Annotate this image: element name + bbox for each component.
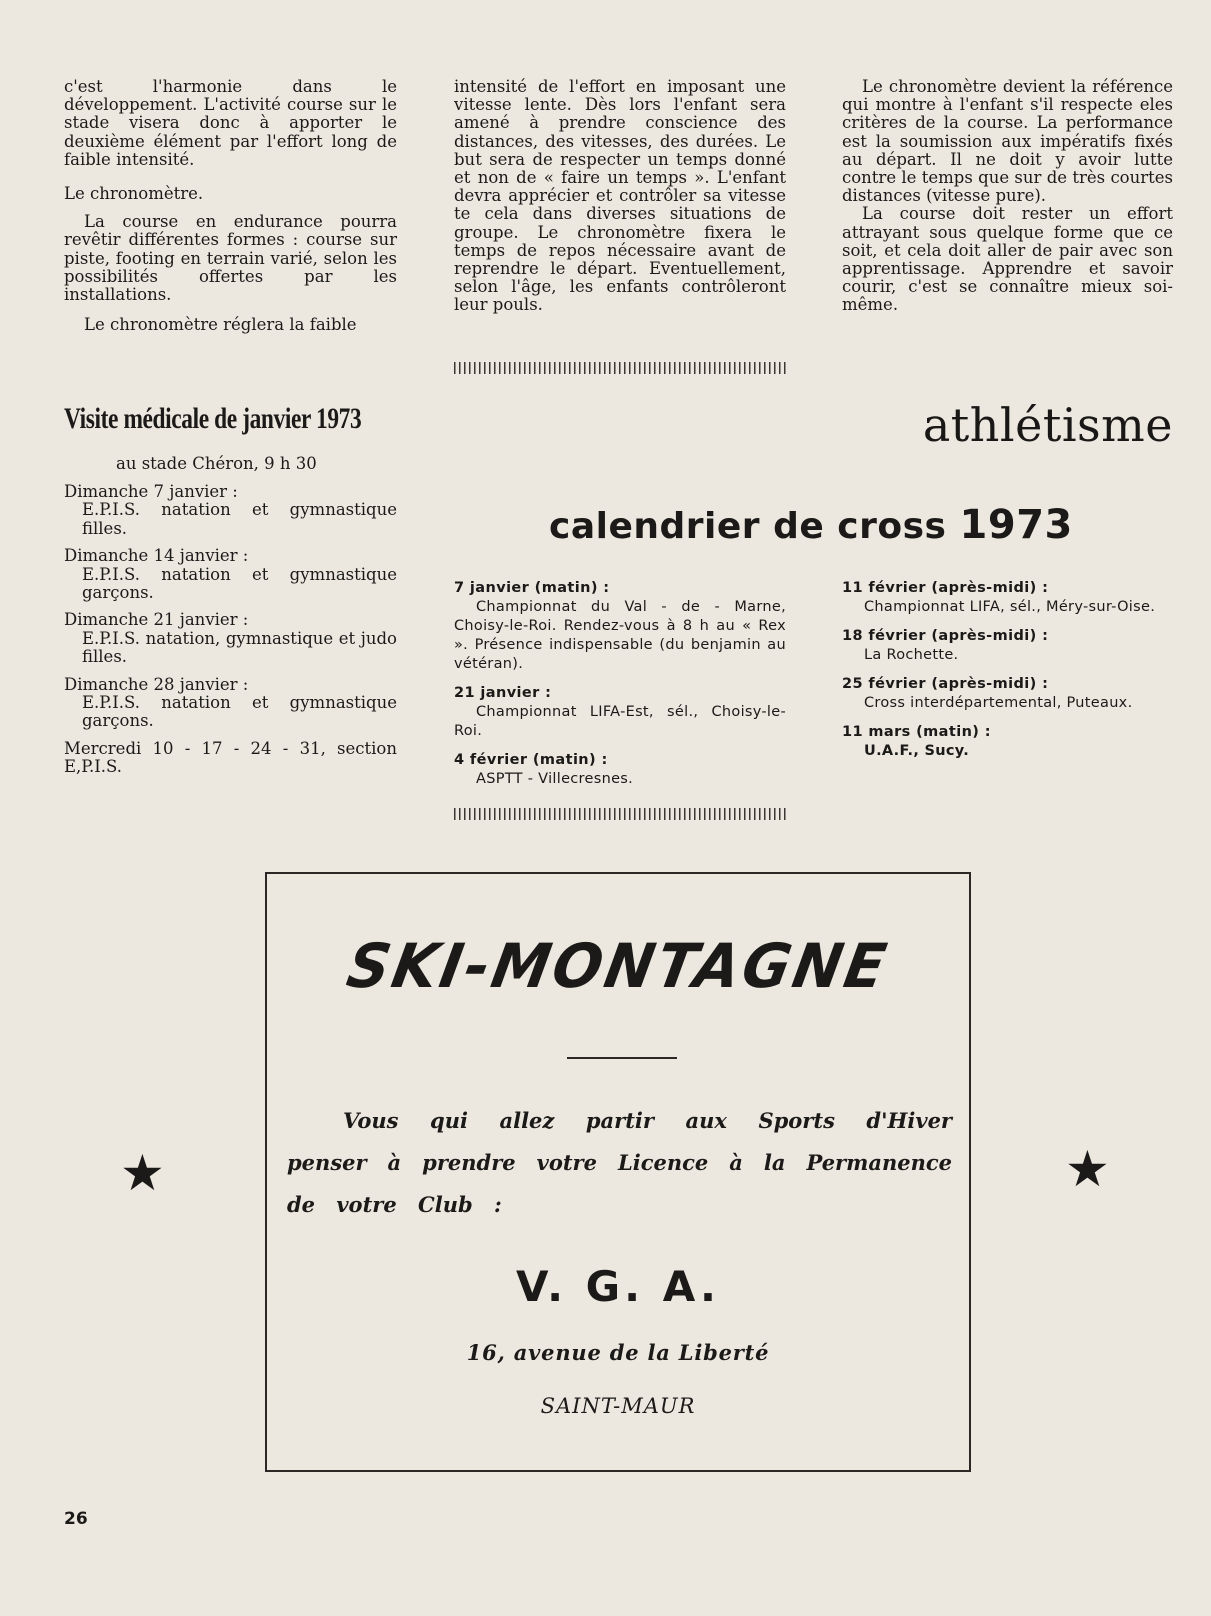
- visite-day: Dimanche 28 janvier :: [64, 674, 249, 694]
- article-col1-paragraph-1: c'est l'harmonie dans le développement. L'activité course sur le stade visera donc à apporter le deuxième élément par l'effort long de faible intensité.: [64, 77, 397, 169]
- section-title-athletisme: athlétisme: [922, 398, 1173, 452]
- ad-divider: [567, 1057, 677, 1059]
- calendrier-entry: [842, 675, 1173, 713]
- visite-desc: E.P.I.S. natation et gymnastique garçons.: [82, 564, 397, 603]
- calendrier-title-text: calendrier de cross: [549, 506, 947, 547]
- visite-item: [64, 676, 397, 731]
- calendrier-desc: Championnat LIFA, sél., Méry-sur-Oise.: [864, 599, 1156, 615]
- visite-item: [64, 611, 397, 666]
- article-col1-paragraph-2: La course en endurance pourra revêtir différentes formes : course sur piste, footing en terrain varié, selon les possibilités offertes par les installations.: [64, 212, 397, 305]
- visite-last-item: Mercredi 10 - 17 - 24 - 31, section E,P.I.S.: [64, 738, 397, 777]
- article-column-1: [64, 78, 397, 334]
- visite-desc: E.P.I.S. natation et gymnastique filles.: [82, 500, 397, 538]
- calendrier-left-column: [454, 579, 786, 799]
- visite-desc: E.P.I.S. natation et gymnastique garçons.: [82, 693, 397, 731]
- calendrier-desc: U.A.F., Sucy.: [864, 743, 970, 759]
- calendrier-right-column: [842, 579, 1173, 771]
- visite-subtitle: au stade Chéron, 9 h 30: [116, 454, 317, 473]
- visite-title: Visite médicale de janvier 1973: [64, 402, 362, 435]
- ad-title: SKI-MONTAGNE: [341, 930, 895, 1002]
- visite-day: Dimanche 7 janvier :: [64, 482, 238, 501]
- visite-item: [64, 483, 397, 538]
- ad-club-name: V. G. A.: [516, 1262, 720, 1311]
- article-column-3: [842, 78, 1173, 315]
- article-col3-paragraph-1: Le chronomètre devient la référence qui montre à l'enfant s'il respecte eles critères de la course. La performance est la soumission aux impératifs fixés au départ. Il ne doit y avoir lutte contre le temps que sur de très courtes distances (vitesse pure).: [842, 77, 1173, 206]
- calendrier-desc: Cross interdépartemental, Puteaux.: [864, 695, 1133, 711]
- calendrier-desc: Championnat du Val - de - Marne, Choisy-le-Roi. Rendez-vous à 8 h au « Rex ». Présence indispensable (du benjamin au vétéran).: [454, 599, 786, 672]
- article-col2-paragraph-1: intensité de l'effort en imposant une vitesse lente. Dès lors l'enfant sera amené à prendre conscience des distances, des vitesses, des durées. Le but sera de respecter un temps donné et non de « faire un temps ». L'enfant devra apprécier et contrôler sa vitesse te cela dans diverses situations de groupe. Le chronomètre fixera le temps de repos nécessaire avant de reprendre le départ. Eventuellement, selon l'âge, les enfants contrôleront leur pouls.: [454, 77, 786, 315]
- separator-top: [454, 362, 786, 374]
- ad-line-3: de votre Club :: [287, 1192, 502, 1217]
- article-col1-paragraph-3: Le chronomètre réglera la faible: [84, 315, 357, 335]
- article-column-2: [454, 78, 786, 315]
- calendrier-date: 18 février (après-midi) :: [842, 628, 1049, 644]
- calendrier-title: [549, 502, 1073, 548]
- calendrier-desc: ASPTT - Villecresnes.: [476, 771, 634, 787]
- calendrier-entry: [842, 579, 1173, 617]
- ad-city: SAINT-MAUR: [540, 1394, 696, 1418]
- calendrier-year: 1973: [959, 502, 1073, 548]
- calendrier-desc: Championnat LIFA-Est, sél., Choisy-le-Roi.: [454, 704, 786, 739]
- calendrier-date: 21 janvier :: [454, 685, 552, 701]
- page-number: 26: [64, 1509, 88, 1529]
- ad-line-1: Vous qui allez partir aux Sports d'Hiver: [343, 1108, 952, 1133]
- calendrier-entry: [454, 751, 786, 789]
- visite-desc: E.P.I.S. natation, gymnastique et judo filles.: [82, 628, 397, 667]
- calendrier-entry: [842, 723, 1173, 761]
- star-icon: ★: [1065, 1140, 1110, 1198]
- visite-item: [64, 547, 397, 602]
- calendrier-entry: [842, 627, 1173, 665]
- ad-line-2: penser à prendre votre Licence à la Permanence: [287, 1150, 952, 1175]
- calendrier-date: 11 mars (matin) :: [842, 724, 991, 740]
- star-icon: ★: [120, 1144, 165, 1202]
- visite-schedule: [64, 483, 397, 777]
- calendrier-date: 4 février (matin) :: [454, 752, 608, 768]
- article-col3-paragraph-2: La course doit rester un effort attrayant sous quelque forme que ce soit, et cela doit aller de pair avec son apprentissage. Apprendre et savoir courir, c'est se connaître mieux soi-même.: [842, 204, 1173, 315]
- chronometre-heading: Le chronomètre.: [64, 184, 204, 204]
- separator-bottom: [454, 808, 786, 820]
- ad-address: 16, avenue de la Liberté: [466, 1340, 770, 1365]
- ski-montagne-ad: [265, 872, 971, 1472]
- calendrier-desc: La Rochette.: [864, 647, 959, 663]
- visite-day: Dimanche 21 janvier :: [64, 610, 249, 630]
- calendrier-date: 25 février (après-midi) :: [842, 676, 1049, 692]
- calendrier-date: 11 février (après-midi) :: [842, 580, 1049, 596]
- calendrier-entry: [454, 684, 786, 741]
- visite-day: Dimanche 14 janvier :: [64, 546, 249, 566]
- calendrier-date: 7 janvier (matin) :: [454, 580, 610, 596]
- calendrier-entry: [454, 579, 786, 674]
- ad-text: [287, 1100, 952, 1226]
